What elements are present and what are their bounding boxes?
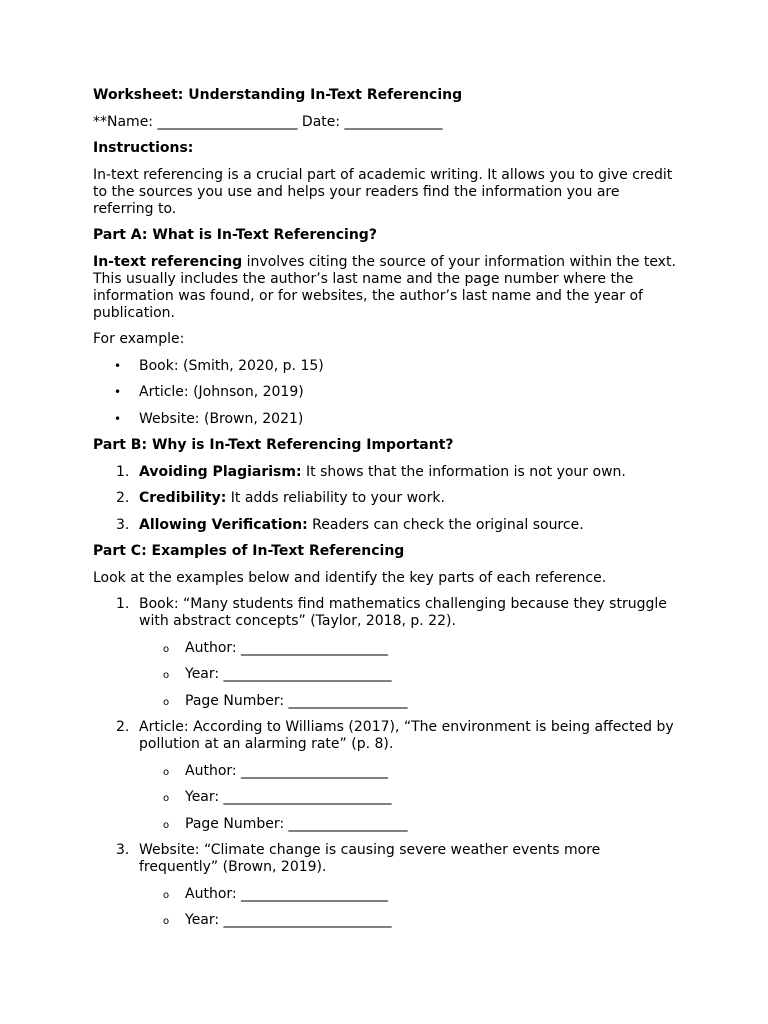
field-label: Page Number: _________________: [185, 815, 408, 832]
sub-bullet-marker: o: [163, 643, 170, 655]
worksheet-title: Worksheet: Understanding In-Text Referencing: [93, 87, 463, 103]
part-a-definition: [93, 254, 683, 322]
sub-bullet-marker: o: [163, 793, 170, 804]
answer-field: [139, 789, 683, 806]
list-item: [93, 517, 683, 534]
field-label: Author: _____________________: [185, 639, 389, 656]
reference-examples-list: [93, 596, 683, 929]
bullet-marker: •: [114, 385, 122, 399]
example-text: Book: (Smith, 2020, p. 15): [139, 357, 324, 374]
list-item: [93, 596, 683, 710]
field-label: Page Number: _________________: [185, 692, 408, 709]
item-term: Allowing Verification:: [139, 516, 308, 533]
field-label: Year: ________________________: [185, 912, 392, 928]
definition-term: In-text referencing: [93, 253, 243, 270]
sub-bullet-marker: o: [163, 819, 170, 831]
sub-bullet-marker: o: [163, 696, 170, 708]
item-term: Avoiding Plagiarism:: [139, 463, 302, 480]
list-item: [93, 490, 683, 507]
item-number: 1.: [116, 463, 130, 480]
list-item: [93, 358, 683, 375]
item-number: 1.: [116, 596, 130, 612]
worksheet-content: [93, 87, 683, 939]
item-text: It shows that the information is not your own.: [301, 463, 626, 480]
item-number: 3.: [116, 516, 130, 533]
reference-text: Book: “Many students find mathematics challenging because they struggle with abstract concepts” (Taylor, 2018, p. 22).: [139, 596, 667, 629]
reference-text: Website: “Climate change is causing severe weather events more frequently” (Brown, 2019).: [139, 842, 601, 875]
answer-fields: [139, 763, 683, 833]
field-label: Author: _____________________: [185, 885, 389, 902]
sub-bullet-marker: o: [163, 670, 170, 681]
definition-text: involves citing the source of your information within the text. This usually includes the author’s last name and the page number where the information was found, or for websites, the author’s last name and the year of publication.: [93, 253, 676, 321]
item-number: 2.: [116, 490, 130, 506]
reference-text: Article: According to Williams (2017), “The environment is being affected by pollution at an alarming rate” (p. 8).: [139, 719, 674, 752]
field-label: Author: _____________________: [185, 762, 389, 779]
instructions-heading: Instructions:: [93, 140, 194, 156]
example-text: Article: (Johnson, 2019): [139, 384, 304, 400]
answer-field: [139, 816, 683, 833]
list-item: [93, 464, 683, 481]
part-c-heading: Part C: Examples of In-Text Referencing: [93, 543, 405, 559]
answer-field: [139, 886, 683, 903]
list-item: [93, 842, 683, 929]
item-text: Readers can check the original source.: [307, 516, 584, 533]
list-item: [93, 719, 683, 833]
example-list: [93, 358, 683, 428]
list-item: [93, 384, 683, 401]
part-a-heading: Part A: What is In-Text Referencing?: [93, 227, 377, 243]
answer-field: [139, 640, 683, 657]
name-date-line: **Name: ____________________ Date: ______________: [93, 113, 443, 130]
answer-field: [139, 763, 683, 780]
instructions-text: In-text referencing is a crucial part of academic writing. It allows you to give credit to the sources you use and helps your readers find the information you are referring to.: [93, 166, 673, 217]
example-intro: For example:: [93, 331, 185, 347]
bullet-marker: •: [114, 358, 122, 373]
field-label: Year: ________________________: [185, 789, 392, 805]
item-number: 2.: [116, 719, 130, 735]
answer-field: [139, 912, 683, 929]
item-text: It adds reliability to your work.: [226, 490, 445, 506]
item-term: Credibility:: [139, 490, 227, 506]
list-item: [93, 411, 683, 428]
bullet-marker: •: [114, 411, 122, 426]
answer-field: [139, 693, 683, 710]
example-text: Website: (Brown, 2021): [139, 410, 304, 427]
sub-bullet-marker: o: [163, 766, 170, 778]
part-b-heading: Part B: Why is In-Text Referencing Important?: [93, 437, 454, 453]
sub-bullet-marker: o: [163, 916, 170, 927]
item-number: 3.: [116, 842, 130, 858]
answer-fields: [139, 640, 683, 710]
answer-field: [139, 666, 683, 683]
answer-fields: [139, 886, 683, 930]
importance-list: [93, 464, 683, 534]
part-c-intro: Look at the examples below and identify the key parts of each reference.: [93, 569, 607, 586]
sub-bullet-marker: o: [163, 889, 170, 901]
field-label: Year: ________________________: [185, 666, 392, 682]
